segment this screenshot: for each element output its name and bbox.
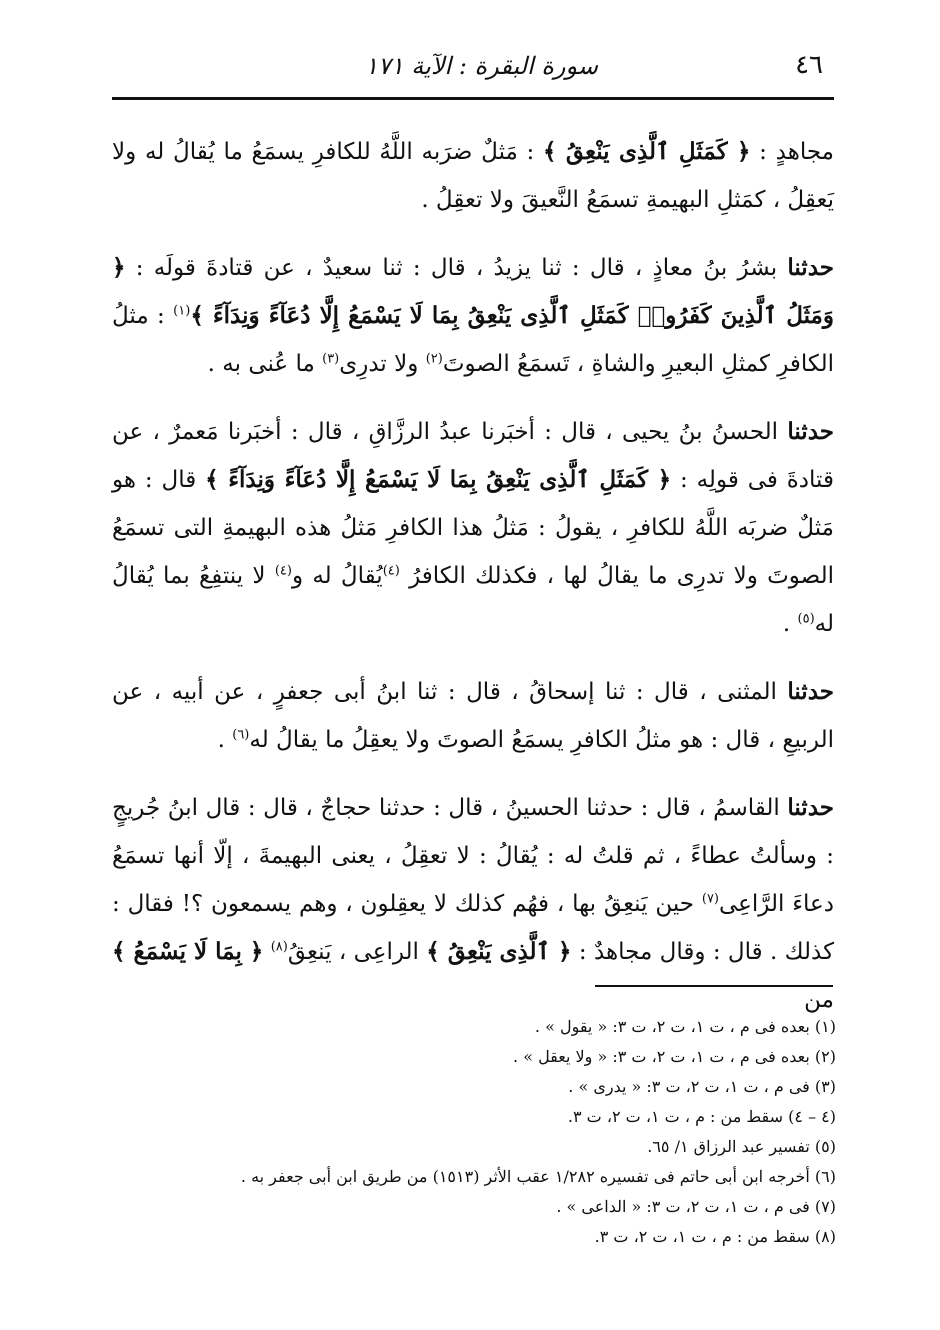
quran-quote: ﴿ كَمَثَلِ ٱلَّذِى يَنْعِقُ بِمَا لَا يَسْمَعُ إِلَّا دُعَآءً وَنِدَآءً ﴾ <box>205 466 672 493</box>
text-segment: القاسمُ ، قال : حدثنا الحسينُ ، قال : حدثنا حجاجٌ ، قال : قال ابنُ جُريجٍ : وسألتُ عطاءً ، ثم قلتُ له : يُقالُ : لا تعقِلُ ، يعنى البهيمةَ ، إلّا أنها تسمَعُ دعاءَ الرَّاعِى <box>112 795 834 917</box>
footnote: (٤ – ٤) سقط من : م ، ت ١، ت ٢، ت ٣. <box>567 1107 836 1126</box>
text-segment: حين يَنعِقُ بها ، فهُم كذلك لا يعقِلون ، وهم يسمعون ؟! فقال : كذلك . قال : وقال مجاهدٌ : <box>112 891 835 965</box>
text-segment: . <box>217 727 233 753</box>
narration-label: حدثنا <box>787 418 834 445</box>
footnote-ref: (١) <box>173 303 191 319</box>
main-text <box>112 128 834 1044</box>
footnote: (٧) فى م ، ت ١، ت ٢، ت ٣: « الداعى » . <box>556 1197 836 1216</box>
footnote: (٢) بعده فى م ، ت ١، ت ٢، ت ٣: « ولا يعقل » . <box>513 1047 836 1066</box>
footnote-ref: (٥) <box>797 611 815 627</box>
quran-quote: ﴿ كَمَثَلِ ٱلَّذِى يَنْعِقُ ﴾ <box>543 138 751 165</box>
text-segment: ما عُنى به . <box>207 351 323 377</box>
footnote: (٣) فى م ، ت ١، ت ٢، ت ٣: « يدرى » . <box>568 1077 836 1096</box>
running-header <box>115 48 827 86</box>
footnote-ref: (٦) <box>232 727 250 743</box>
quran-quote: ﴿ وَمَثَلُ ٱلَّذِينَ كَفَرُوا۟ كَمَثَلِ ٱلَّذِى يَنْعِقُ بِمَا لَا يَسْمَعُ إِلَّا دُعَآءً وَنِدَآءً ﴾ <box>112 254 834 329</box>
paragraph <box>112 244 834 388</box>
narration-label: حدثنا <box>787 254 834 281</box>
text-segment: ولا تدرِى <box>339 351 426 377</box>
text-segment: من <box>804 987 834 1013</box>
text-segment: مجاهدٍ : <box>750 139 834 165</box>
footnote-ref: (٤) <box>382 563 400 579</box>
paragraph <box>112 668 834 764</box>
quran-quote: ﴿ بِمَا لَا يَسْمَعُ ﴾ <box>112 938 264 965</box>
text-segment: . <box>782 611 798 637</box>
text-segment <box>263 939 270 965</box>
text-segment: الراعِى ، يَنعِقُ <box>287 939 427 965</box>
text-segment: يُقالُ له و <box>291 563 383 589</box>
running-title: سورة البقرة : الآية ١٧١ <box>365 52 599 80</box>
narration-label: حدثنا <box>787 794 834 821</box>
paragraph <box>112 408 834 648</box>
text-segment: : مثلُ الكافرِ كمثلِ البعيرِ والشاةِ ، تَسمَعُ الصوتَ <box>112 303 834 377</box>
footnote: (١) بعده فى م ، ت ١، ت ٢، ت ٣: « يقول » . <box>534 1017 836 1036</box>
text-segment: المثنى ، قال : ثنا إسحاقُ ، قال : ثنا ابنُ أبى جعفرٍ ، عن أبيه ، عن الربيعِ ، قال : هو مثلُ الكافرِ يسمَعُ الصوتَ ولا يعقِلُ ما يقالُ له <box>112 679 834 753</box>
text-segment: قال : هو مَثلٌ ضربَه اللَّهُ للكافرِ ، يقولُ : مَثلُ هذا الكافرِ مَثلُ هذه البهيمةِ التى تسمَعُ الصوتَ ولا تدرِى ما يقالُ لها ، فكذلك الكافرُ <box>112 467 835 589</box>
text-segment: بشرُ بنُ معاذٍ ، قال : ثنا يزيدُ ، قال : ثنا سعيدٌ ، عن قتادةَ قولَه : <box>125 255 788 281</box>
footnote: (٥) تفسير عبد الرزاق ١/ ٦٥. <box>647 1137 836 1156</box>
paragraph <box>112 128 834 224</box>
page-number: ٤٦ <box>795 50 823 80</box>
text-segment: الحسنُ بنُ يحيى ، قال : أخبَرنا عبدُ الرزَّاقِ ، قال : أخبَرنا مَعمرٌ ، عن قتادةَ فى قولِه : <box>112 419 834 493</box>
footnote-separator <box>595 985 833 987</box>
text-segment: لا ينتفِعُ بما يُقالُ له <box>112 563 834 637</box>
header-rule <box>112 97 834 100</box>
text-segment: : مَثلٌ ضرَبه اللَّهُ للكافرِ يسمَعُ ما يُقالُ له ولا يَعقِلُ ، كمَثلِ البهيمةِ تسمَعُ النَّعيقَ ولا تعقِلُ . <box>112 139 834 213</box>
footnote-ref: (٢) <box>425 351 443 367</box>
footnote-ref: (٤) <box>274 563 292 579</box>
footnotes <box>96 1012 836 1252</box>
paragraph <box>112 784 834 1024</box>
footnote-ref: (٧) <box>701 891 719 907</box>
footnote-ref: (٨) <box>270 939 288 955</box>
narration-label: حدثنا <box>787 678 834 705</box>
footnote: (٦) أخرجه ابن أبى حاتم فى تفسيره ١/٢٨٢ عقب الأثر (١٥١٣) من طريق ابن أبى جعفر به . <box>240 1167 836 1186</box>
footnote-ref: (٣) <box>322 351 340 367</box>
footnote: (٨) سقط من : م ، ت ١، ت ٢، ت ٣. <box>594 1227 836 1246</box>
quran-quote: ﴿ ٱلَّذِى يَنْعِقُ ﴾ <box>426 938 572 965</box>
